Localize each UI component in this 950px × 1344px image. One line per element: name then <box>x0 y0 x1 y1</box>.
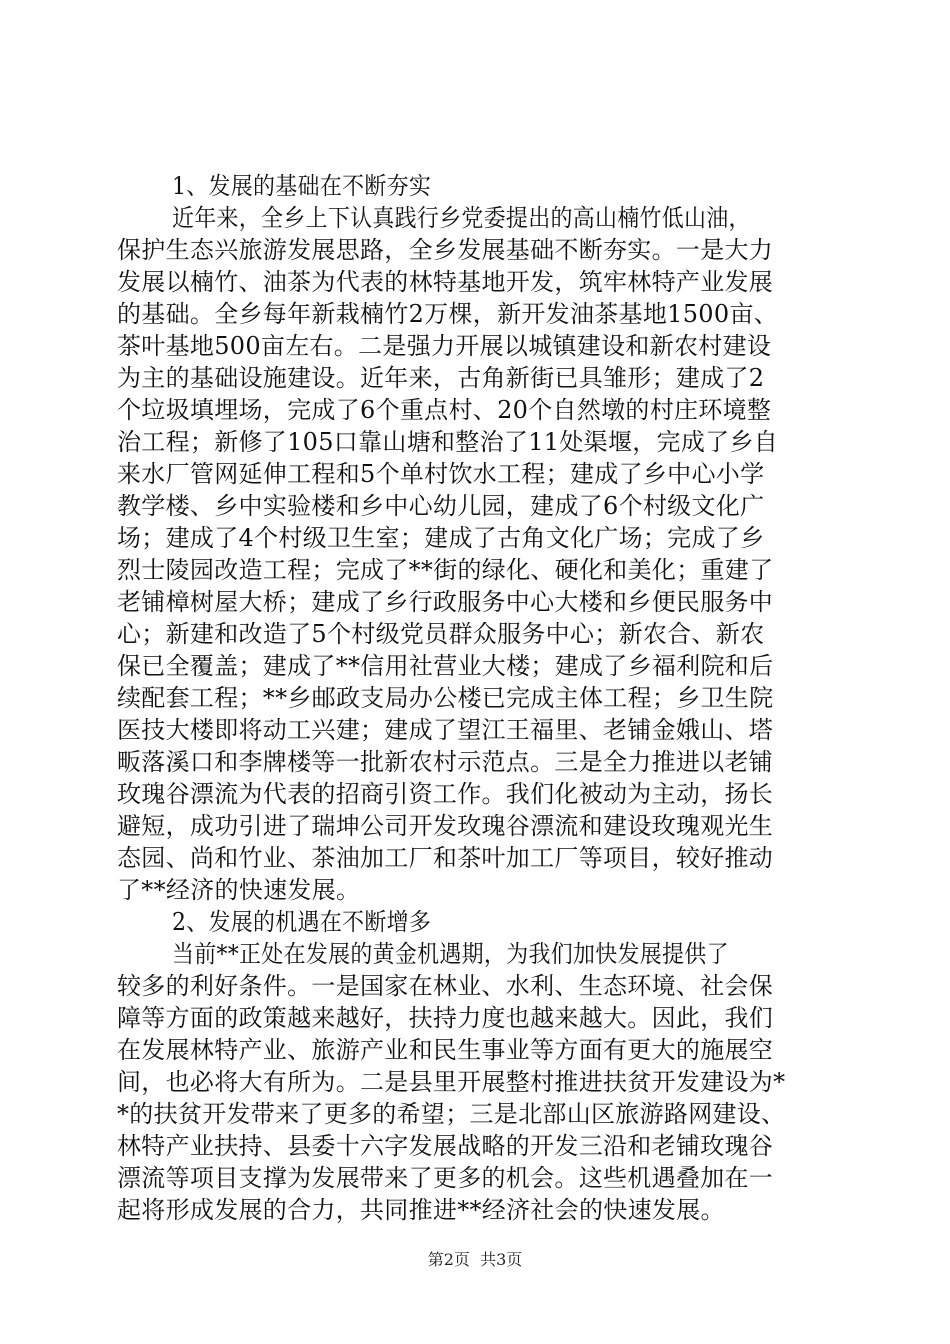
text-line: 在发展林特产业、旅游产业和民生事业等方面有更大的施展空 <box>117 1036 774 1064</box>
text-line: 林特产业扶持、县委十六字发展战略的开发三沿和老铺玫瑰谷 <box>117 1132 774 1160</box>
text-line: 1、发展的基础在不断夯实 <box>171 172 432 200</box>
text-line: 的基础。全乡每年新栽楠竹2万棵，新开发油茶基地1500亩、 <box>117 300 779 328</box>
text-line: 续配套工程；**乡邮政支局办公楼已完成主体工程；乡卫生院 <box>117 684 774 712</box>
text-line: 场；建成了4个村级卫生室；建成了古角文化广场；完成了乡 <box>117 524 765 552</box>
text-line: 老铺樟树屋大桥；建成了乡行政服务中心大楼和乡便民服务中 <box>117 588 774 616</box>
text-line: 障等方面的政策越来越好，扶持力度也越来越大。因此，我们 <box>117 1004 774 1032</box>
text-line: 医技大楼即将动工兴建；建成了望江王福里、老铺金娥山、塔 <box>117 716 774 744</box>
text-line: 保已全覆盖；建成了**信用社营业大楼；建成了乡福利院和后 <box>117 652 774 680</box>
text-line: 态园、尚和竹业、茶油加工厂和茶叶加工厂等项目，较好推动 <box>117 844 774 872</box>
text-line: 保护生态兴旅游发展思路，全乡发展基础不断夯实。一是大力 <box>117 236 774 264</box>
document-body <box>117 170 833 1226</box>
text-line: 发展以楠竹、油茶为代表的林特基地开发，筑牢林特产业发展 <box>117 268 774 296</box>
text-line: 避短，成功引进了瑞坤公司开发玫瑰谷漂流和建设玫瑰观光生 <box>117 812 774 840</box>
text-line: 畈落溪口和李牌楼等一批新农村示范点。三是全力推进以老铺 <box>117 748 774 776</box>
text-line: 为主的基础设施建设。近年来，古角新街已具雏形；建成了2 <box>117 364 765 392</box>
text-line: 个垃圾填埋场，完成了6个重点村、20个自然墩的村庄环境整 <box>117 396 772 424</box>
text-line: 近年来，全乡上下认真践行乡党委提出的高山楠竹低山油， <box>171 204 751 232</box>
text-line: 玫瑰谷漂流为代表的招商引资工作。我们化被动为主动，扬长 <box>117 780 774 808</box>
text-line: 较多的利好条件。一是国家在林业、水利、生态环境、社会保 <box>117 972 774 1000</box>
text-line: 治工程；新修了105口靠山塘和整治了11处渠堰，完成了乡自 <box>117 428 779 456</box>
text-line: 来水厂管网延伸工程和5个单村饮水工程；建成了乡中心小学 <box>117 460 765 488</box>
text-line: 烈士陵园改造工程；完成了**街的绿化、硬化和美化；重建了 <box>117 556 774 584</box>
text-line: *的扶贫开发带来了更多的希望；三是北部山区旅游路网建设、 <box>117 1100 786 1128</box>
text-line: 了**经济的快速发展。 <box>117 876 361 904</box>
text-line: 2、发展的机遇在不断增多 <box>171 908 432 936</box>
text-line: 教学楼、乡中实验楼和乡中心幼儿园，建成了6个村级文化广 <box>117 492 765 520</box>
page-footer: 第2页 共3页 <box>427 1250 523 1269</box>
text-line: 心；新建和改造了5个村级党员群众服务中心；新农合、新农 <box>117 620 765 648</box>
text-line: 当前**正处在发展的黄金机遇期，为我们加快发展提供了 <box>171 940 729 968</box>
text-line: 起将形成发展的合力，共同推进**经济社会的快速发展。 <box>117 1196 725 1224</box>
text-line: 茶叶基地500亩左右。二是强力开展以城镇建设和新农村建设 <box>117 332 772 360</box>
text-line: 漂流等项目支撑为发展带来了更多的机会。这些机遇叠加在一 <box>117 1164 774 1192</box>
text-line: 间，也必将大有所为。二是县里开展整村推进扶贫开发建设为* <box>117 1068 786 1096</box>
